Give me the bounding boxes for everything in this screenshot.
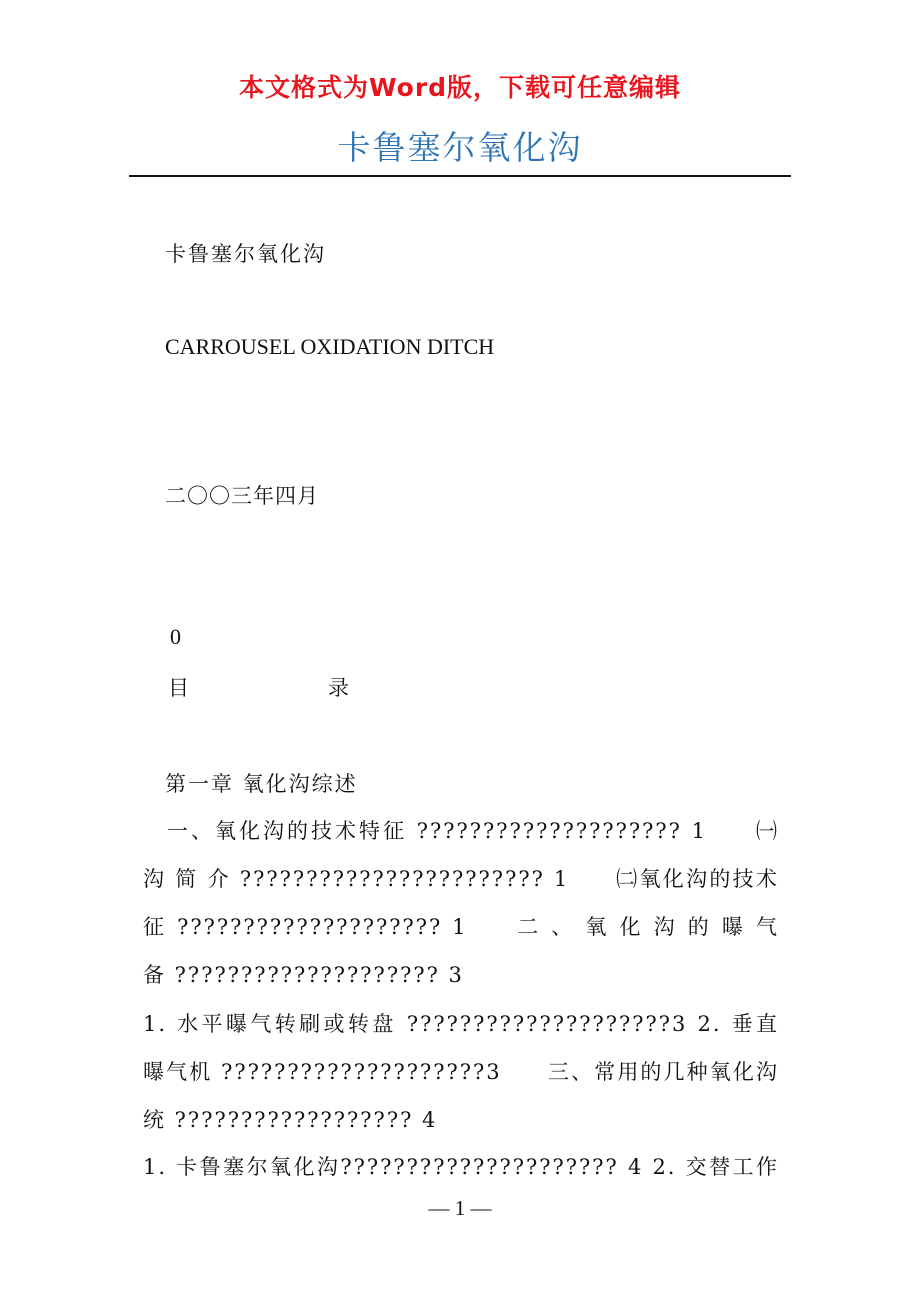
toc-row: 曝气机 ????????????????????3 三、常用的几种氧化沟 [143, 1060, 779, 1084]
toc-heading-lu: 录 [328, 676, 349, 700]
header-rule [129, 175, 791, 177]
toc-block-3 [143, 1143, 779, 1191]
document-title: 卡鲁塞尔氧化沟 [337, 128, 583, 167]
title-en: CARROUSEL OXIDATION DITCH [165, 334, 495, 359]
toc-row: 1. 水平曝气转刷或转盘 ????????????????????3 2. 垂直 [143, 1012, 779, 1036]
toc-row: 征 ???????????????????? 1 二 、 氧 化 沟 的 曝 气 [143, 915, 779, 939]
toc-block-1 [143, 807, 779, 999]
title-cn: 卡鲁塞尔氧化沟 [165, 242, 326, 266]
chapter-1-heading: 第一章 氧化沟综述 [165, 772, 358, 796]
toc-row: 备 ???????????????????? 3 [143, 963, 464, 987]
toc-heading-mu: 目 [168, 676, 189, 700]
toc-block-2 [143, 1000, 779, 1144]
toc-row: 统 ?????????????????? 4 [143, 1108, 438, 1132]
page-zero: 0 [170, 624, 181, 649]
toc-row: 沟 简 介 ??????????????????????? 1 ㈡氧化沟的技术 [143, 867, 779, 891]
toc-row: 一、氧化沟的技术特征 ???????????????????? 1 ㈠ [167, 819, 779, 843]
date-line: 二〇〇三年四月 [165, 484, 319, 508]
page-number: — 1 — [428, 1196, 492, 1220]
download-banner: 本文格式为Word版，下载可任意编辑 [238, 73, 682, 102]
toc-row: 1. 卡鲁塞尔氧化沟????????????????????? 4 2. 交替工作 [143, 1155, 779, 1179]
